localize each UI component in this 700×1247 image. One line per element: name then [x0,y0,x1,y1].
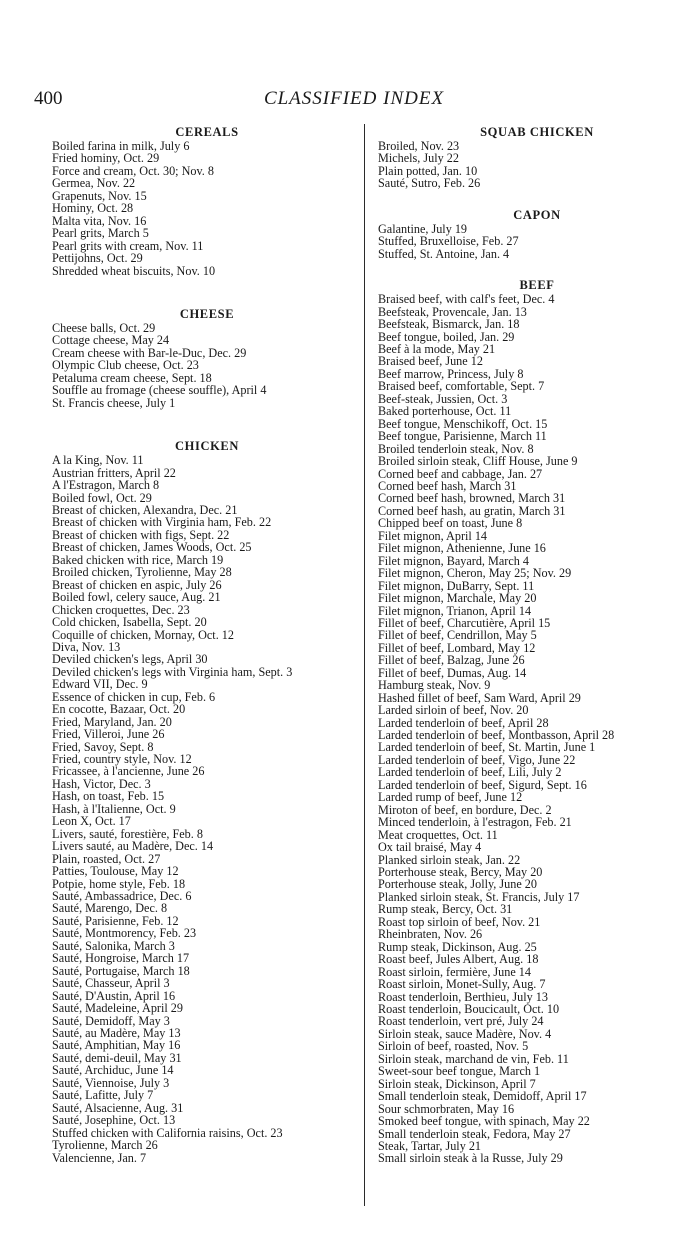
index-entry: Cheese balls, Oct. 29 [52,320,156,335]
index-entry: Stuffed, St. Antoine, Jan. 4 [378,246,510,261]
section-cereals [52,125,362,277]
index-entry: Sauté, Archiduc, June 14 [52,1063,174,1078]
index-entry: Corned beef and cabbage, Jan. 27 [378,466,543,481]
index-entry: A la King, Nov. 11 [52,453,144,468]
index-entry: Small tenderloin steak, Fedora, May 27 [378,1126,571,1141]
index-entry: Pearl grits with cream, Nov. 11 [52,238,204,253]
index-entry: Fillet of beef, Charcutière, April 15 [378,615,551,630]
index-entry: Sauté, Madeleine, April 29 [52,1001,183,1016]
index-entry: Miroton of beef, en bordure, Dec. 2 [378,802,552,817]
index-entry: Beef-steak, Jussien, Oct. 3 [378,391,508,406]
index-entry: Sauté, Josephine, Oct. 13 [52,1113,176,1128]
index-entry: Deviled chicken's legs with Virginia ham, Sept. 3 [52,664,293,679]
index-entry: Sauté, demi-deuil, May 31 [52,1050,182,1065]
index-entry: Rump steak, Bercy, Oct. 31 [378,902,513,917]
index-entry: Planked sirloin steak, Jan. 22 [378,852,521,867]
index-entry: Filet mignon, Bayard, March 4 [378,553,529,568]
index-entry: Breast of chicken, James Woods, Oct. 25 [52,540,252,555]
index-entry: Austrian fritters, April 22 [52,465,176,480]
index-entry: Grapenuts, Nov. 15 [52,188,147,203]
index-entry: Souffle au fromage (cheese souffle), April 4 [52,383,267,398]
index-entry: Sauté, Marengo, Dec. 8 [52,901,168,916]
index-entry: Livers, sauté, forestière, Feb. 8 [52,826,203,841]
index-entry: Beef tongue, Menschikoff, Oct. 15 [378,416,548,431]
entry-list [378,293,696,1165]
index-entry: Porterhouse steak, Bercy, May 20 [378,865,543,880]
section-title: BEEF [519,278,555,293]
index-entry: Roast tenderloin, Boucicault, Oct. 10 [378,1002,560,1016]
index-entry: Shredded wheat biscuits, Nov. 10 [52,263,216,278]
index-entry: Sauté, Sutro, Feb. 26 [378,176,481,191]
entry-list [52,454,362,1164]
index-entry: Breast of chicken with Virginia ham, Feb. 22 [52,515,272,530]
section-squab-chicken [378,125,696,190]
index-entry: Potpie, home style, Feb. 18 [52,876,186,891]
index-entry: Fillet of beef, Balzag, June 26 [378,653,525,668]
index-entry: Diva, Nov. 13 [52,639,121,654]
index-entry: Fillet of beef, Cendrillon, May 5 [378,628,537,643]
index-entry: Ox tail braisé, May 4 [378,840,482,855]
entry-list [378,140,696,190]
index-entry: Edward VII, Dec. 9 [52,677,148,692]
index-entry: Sweet-sour beef tongue, March 1 [378,1064,541,1079]
index-entry: Broiled, Nov. 23 [378,139,460,153]
index-entry: Hashed fillet of beef, Sam Ward, April 29 [378,690,581,705]
index-entry: Filet mignon, DuBarry, Sept. 11 [378,578,535,593]
index-entry: Baked porterhouse, Oct. 11 [378,404,512,419]
entry-list [52,322,362,409]
index-entry: Coquille of chicken, Mornay, Oct. 12 [52,627,234,642]
index-entry: Cold chicken, Isabella, Sept. 20 [52,615,207,630]
section-title: CHICKEN [175,439,239,454]
section-title: CAPON [513,207,561,222]
index-entry: Breast of chicken with figs, Sept. 22 [52,527,230,542]
index-entry: Michels, July 22 [378,151,459,166]
index-entry: Pettijohns, Oct. 29 [52,251,143,266]
index-entry: Filet mignon, Cheron, May 25; Nov. 29 [378,566,572,581]
index-entry: Minced tenderloin, à l'estragon, Feb. 21 [378,815,572,830]
index-entry: Sauté, Alsacienne, Aug. 31 [52,1100,184,1115]
index-entry: Roast sirloin, fermière, June 14 [378,964,531,979]
index-entry: Chipped beef on toast, June 8 [378,516,523,531]
index-entry: Sauté, Salonika, March 3 [52,938,175,953]
page-number: 400 [34,88,63,109]
section-cheese [52,307,362,409]
index-entry: Meat croquettes, Oct. 11 [378,827,498,842]
index-entry: Sauté, Demidoff, May 3 [52,1013,170,1028]
index-entry: Roast sirloin, Monet-Sully, Aug. 7 [378,977,546,992]
index-entry: Sauté, au Madère, May 13 [52,1026,181,1040]
index-entry: Cottage cheese, May 24 [52,333,170,348]
index-entry: Cream cheese with Bar-le-Duc, Dec. 29 [52,345,247,360]
index-entry: Boiled farina in milk, July 6 [52,139,190,153]
index-entry: Filet mignon, Marchale, May 20 [378,591,537,606]
index-entry: Sirloin steak, marchand de vin, Feb. 11 [378,1051,569,1066]
index-entry: Rheinbraten, Nov. 26 [378,927,483,942]
index-entry: St. Francis cheese, July 1 [52,395,176,410]
index-entry: Beefsteak, Bismarck, Jan. 18 [378,317,520,332]
index-entry: Livers sauté, au Madère, Dec. 14 [52,839,214,854]
index-entry: Roast top sirloin of beef, Nov. 21 [378,914,541,929]
index-entry: Beef marrow, Princess, July 8 [378,366,524,381]
index-entry: Steak, Tartar, July 21 [378,1138,482,1153]
index-entry: Force and cream, Oct. 30; Nov. 8 [52,163,214,178]
index-entry: Roast tenderloin, Berthieu, July 13 [378,989,548,1004]
page-header [34,88,674,118]
index-entry: Germea, Nov. 22 [52,176,136,191]
index-entry: Corned beef hash, au gratin, March 31 [378,503,566,518]
index-entry: Deviled chicken's legs, April 30 [52,652,208,667]
index-entry: Braised beef, comfortable, Sept. 7 [378,379,545,394]
index-entry: Fillet of beef, Dumas, Aug. 14 [378,665,527,680]
index-entry: Baked chicken with rice, March 19 [52,552,224,567]
index-entry: Larded rump of beef, June 12 [378,790,523,805]
index-entry: Leon X, Oct. 17 [52,814,131,829]
index-entry: Planked sirloin steak, St. Francis, July 17 [378,889,580,904]
index-entry: Filet mignon, Athenienne, June 16 [378,541,546,556]
index-entry: Larded tenderloin of beef, April 28 [378,715,549,730]
index-entry: Broiled sirloin steak, Cliff House, June 9 [378,454,578,469]
section-title: CHEESE [179,306,235,321]
index-entry: Broiled chicken, Tyrolienne, May 28 [52,565,232,580]
index-entry: Small sirloin steak à la Russe, July 29 [378,1151,563,1166]
index-entry: Beef tongue, Parisienne, March 11 [378,429,547,444]
index-entry: Hash, à l'Italienne, Oct. 9 [52,801,176,816]
index-entry: Larded tenderloin of beef, Montbasson, April 28 [378,728,615,743]
index-entry: Plain, roasted, Oct. 27 [52,851,161,866]
index-entry: Roast beef, Jules Albert, Aug. 18 [378,952,539,967]
index-entry: Broiled tenderloin steak, Nov. 8 [378,441,534,456]
index-entry: Filet mignon, Trianon, April 14 [378,603,532,618]
entry-list [52,140,362,277]
index-entry: Sauté, Amphitian, May 16 [52,1038,181,1053]
index-entry: Fried, Savoy, Sept. 8 [52,739,154,754]
index-entry: Sauté, D'Austin, April 16 [52,988,176,1003]
index-entry: Larded tenderloin of beef, St. Martin, June 1 [378,740,596,755]
index-entry: Fried, Villeroi, June 26 [52,727,165,742]
index-entry: Sauté, Portugaise, March 18 [52,963,190,978]
index-entry: Roast tenderloin, vert pré, July 24 [378,1014,544,1029]
index-entry: Porterhouse steak, Jolly, June 20 [378,877,537,892]
index-entry: Smoked beef tongue, with spinach, May 22 [378,1114,590,1129]
index-entry: Chicken croquettes, Dec. 23 [52,602,190,617]
index-entry: Fried hominy, Oct. 29 [52,151,160,166]
index-entry: Larded tenderloin of beef, Lili, July 2 [378,765,562,780]
index-entry: Hamburg steak, Nov. 9 [378,678,491,693]
index-entry: Beef tongue, boiled, Jan. 29 [378,329,515,344]
index-entry: Fried, country style, Nov. 12 [52,752,192,767]
index-entry: Breast of chicken, Alexandra, Dec. 21 [52,502,238,517]
index-entry: Sauté, Lafitte, July 7 [52,1088,154,1103]
index-entry: Small tenderloin steak, Demidoff, April 17 [378,1089,587,1104]
section-chicken [52,439,362,1164]
entry-list [378,223,696,260]
index-entry: Sour schmorbraten, May 16 [378,1101,515,1116]
index-entry: Olympic Club cheese, Oct. 23 [52,358,199,373]
index-entry: Fried, Maryland, Jan. 20 [52,714,172,729]
column-divider [364,124,365,1206]
index-entry: Sauté, Parisienne, Feb. 12 [52,913,179,928]
running-title: CLASSIFIED INDEX [263,88,445,109]
index-entry: Sirloin steak, Dickinson, April 7 [378,1076,536,1091]
index-entry: Boiled fowl, celery sauce, Aug. 21 [52,590,221,605]
index-entry: Braised beef, with calf's feet, Dec. 4 [378,292,555,307]
index-entry: Stuffed, Bruxelloise, Feb. 27 [378,234,519,249]
index-entry: Sirloin of beef, roasted, Nov. 5 [378,1039,529,1054]
index-entry: Patties, Toulouse, May 12 [52,864,179,879]
section-title: CEREALS [175,125,239,139]
index-entry: Larded sirloin of beef, Nov. 20 [378,703,529,718]
index-entry: Hash, on toast, Feb. 15 [52,789,165,804]
index-entry: Galantine, July 19 [378,221,468,236]
index-entry: Hominy, Oct. 28 [52,201,134,216]
index-entry: Sauté, Chasseur, April 3 [52,976,170,991]
index-entry: Corned beef hash, March 31 [378,478,517,493]
index-entry: Valencienne, Jan. 7 [52,1150,147,1165]
index-entry: Plain potted, Jan. 10 [378,163,478,178]
index-entry: Beefsteak, Provencale, Jan. 13 [378,304,527,319]
index-entry: Sauté, Montmorency, Feb. 23 [52,926,197,941]
index-entry: Sauté, Ambassadrice, Dec. 6 [52,889,192,904]
index-entry: Tyrolienne, March 26 [52,1138,158,1153]
index-entry: Corned beef hash, browned, March 31 [378,491,566,506]
section-title: SQUAB CHICKEN [480,125,594,139]
index-entry: Fillet of beef, Lombard, May 12 [378,640,536,655]
index-entry: Larded tenderloin of beef, Vigo, June 22 [378,752,576,767]
index-entry: Rump steak, Dickinson, Aug. 25 [378,939,537,954]
index-entry: Petaluma cream cheese, Sept. 18 [52,370,212,385]
index-entry: Sauté, Viennoise, July 3 [52,1075,170,1090]
right-column [378,125,696,1165]
index-entry: Stuffed chicken with California raisins, Oct. 23 [52,1125,283,1140]
index-entry: Boiled fowl, Oct. 29 [52,490,152,505]
index-entry: Hash, Victor, Dec. 3 [52,776,151,791]
index-entry: Larded tenderloin of beef, Sigurd, Sept. 16 [378,777,587,792]
index-entry: Essence of chicken in cup, Feb. 6 [52,689,216,704]
index-entry: Braised beef, June 12 [378,354,483,369]
index-entry: Fricassee, à l'ancienne, June 26 [52,764,205,779]
section-beef [378,278,696,1165]
index-entry: Sirloin steak, sauce Madère, Nov. 4 [378,1026,552,1041]
index-entry: En cocotte, Bazaar, Oct. 20 [52,702,186,717]
index-entry: Filet mignon, April 14 [378,528,488,543]
index-entry: Breast of chicken en aspic, July 26 [52,577,222,592]
section-capon [378,208,696,260]
index-entry: Malta vita, Nov. 16 [52,213,147,228]
index-entry: Pearl grits, March 5 [52,226,149,241]
index-entry: Sauté, Hongroise, March 17 [52,951,190,966]
index-entry: A l'Estragon, March 8 [52,478,160,493]
index-entry: Beef à la mode, May 21 [378,341,496,356]
left-column [52,125,362,1164]
